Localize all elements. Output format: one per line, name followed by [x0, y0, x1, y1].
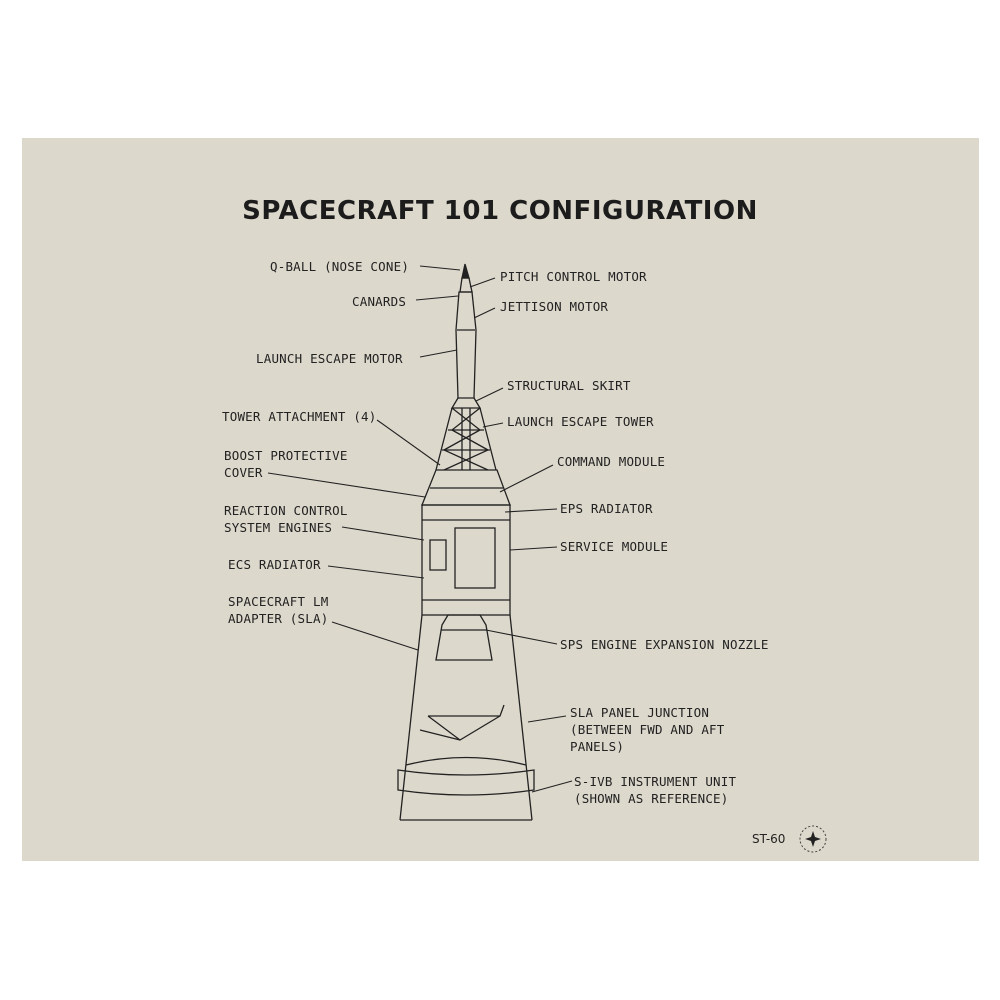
label-launch-escape-tower: LAUNCH ESCAPE TOWER — [507, 414, 654, 429]
label-rcs-engines: REACTION CONTROL SYSTEM ENGINES — [224, 503, 348, 535]
launch-escape-tower — [436, 408, 496, 470]
figure-code: ST-60 — [752, 832, 786, 846]
s-ivb-instrument-unit — [398, 770, 534, 795]
label-launch-escape-motor: LAUNCH ESCAPE MOTOR — [256, 351, 403, 366]
label-q-ball: Q-BALL (NOSE CONE) — [270, 259, 410, 274]
launch-escape-motor — [456, 292, 476, 398]
label-boost-protective-cover: BOOST PROTECTIVE COVER — [224, 448, 348, 480]
label-ecs-radiator: ECS RADIATOR — [228, 557, 321, 572]
label-s-ivb-unit: S-IVB INSTRUMENT UNIT (SHOWN AS REFERENCE) — [574, 774, 737, 806]
label-structural-skirt: STRUCTURAL SKIRT — [507, 378, 631, 393]
diagram-title: SPACECRAFT 101 CONFIGURATION — [242, 196, 758, 226]
label-canards: CANARDS — [352, 294, 407, 309]
label-command-module: COMMAND MODULE — [557, 454, 666, 469]
sla-adapter — [400, 615, 532, 820]
sla-panel-junction — [420, 705, 504, 740]
label-tower-attachment: TOWER ATTACHMENT (4) — [222, 409, 377, 424]
label-jettison-motor: JETTISON MOTOR — [500, 299, 609, 314]
nasa-emblem-icon — [796, 822, 830, 856]
label-pitch-control-motor: PITCH CONTROL MOTOR — [500, 269, 647, 284]
label-service-module: SERVICE MODULE — [560, 539, 669, 554]
sps-engine-nozzle — [436, 615, 492, 660]
canards — [460, 278, 472, 292]
q-ball-nose-cone — [462, 264, 469, 278]
label-sla: SPACECRAFT LM ADAPTER (SLA) — [228, 594, 329, 626]
label-sla-panel-junction: SLA PANEL JUNCTION (BETWEEN FWD AND AFT PANELS) — [570, 705, 725, 754]
label-sps-nozzle: SPS ENGINE EXPANSION NOZZLE — [560, 637, 769, 652]
service-module — [422, 505, 510, 615]
structural-skirt — [452, 398, 480, 408]
label-eps-radiator: EPS RADIATOR — [560, 501, 653, 516]
